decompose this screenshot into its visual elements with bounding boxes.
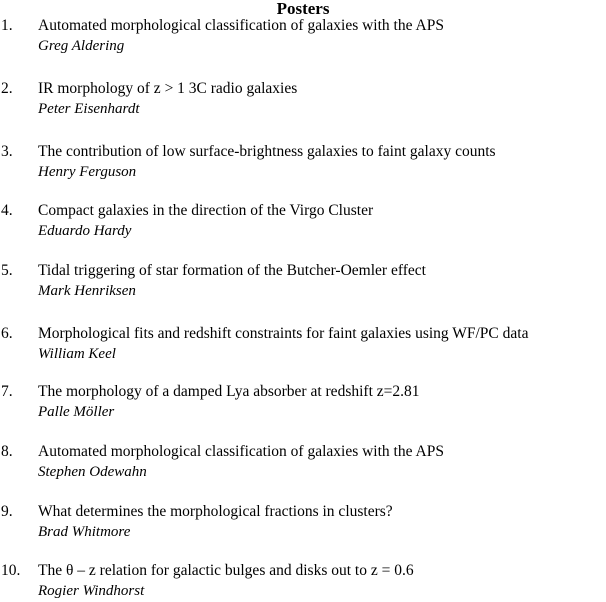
poster-author: Stephen Odewahn xyxy=(38,464,147,480)
poster-entry xyxy=(0,202,606,242)
poster-entry xyxy=(0,383,606,423)
poster-title: Tidal triggering of star formation of the Butcher-Oemler effect xyxy=(38,262,426,279)
poster-entry xyxy=(0,443,606,483)
poster-author: Henry Ferguson xyxy=(38,164,137,180)
poster-title: The morphology of a damped Lya absorber at redshift z=2.81 xyxy=(38,383,420,400)
poster-entry xyxy=(0,143,606,183)
poster-author: Eduardo Hardy xyxy=(38,223,132,239)
poster-author: Rogier Windhorst xyxy=(38,583,145,599)
poster-entry xyxy=(0,17,606,57)
poster-title: The contribution of low surface-brightness galaxies to faint galaxy counts xyxy=(38,143,496,160)
poster-entry xyxy=(0,562,606,602)
poster-title: The θ – z relation for galactic bulges and disks out to z = 0.6 xyxy=(38,562,414,579)
poster-number: 9. xyxy=(1,503,13,520)
poster-author: Brad Whitmore xyxy=(38,524,131,540)
poster-author: Palle Möller xyxy=(38,404,115,420)
poster-title: Compact galaxies in the direction of the Virgo Cluster xyxy=(38,202,374,219)
poster-number: 6. xyxy=(1,325,13,342)
poster-title: Automated morphological classification of galaxies with the APS xyxy=(38,17,444,34)
poster-number: 10. xyxy=(1,562,21,579)
poster-number: 5. xyxy=(1,262,13,279)
poster-number: 7. xyxy=(1,383,13,400)
poster-author: Peter Eisenhardt xyxy=(38,101,140,117)
poster-entry xyxy=(0,325,606,365)
page-title: Posters xyxy=(276,0,330,18)
poster-author: William Keel xyxy=(38,346,116,362)
poster-entry xyxy=(0,503,606,543)
poster-author: Mark Henriksen xyxy=(38,283,136,299)
poster-number: 8. xyxy=(1,443,13,460)
poster-number: 1. xyxy=(1,17,13,34)
poster-entry xyxy=(0,80,606,120)
poster-author: Greg Aldering xyxy=(38,38,125,54)
poster-entry xyxy=(0,262,606,302)
poster-title: Morphological fits and redshift constraints for faint galaxies using WF/PC data xyxy=(38,325,529,342)
poster-title: IR morphology of z > 1 3C radio galaxies xyxy=(38,80,298,97)
poster-number: 3. xyxy=(1,143,13,160)
poster-title: Automated morphological classification of galaxies with the APS xyxy=(38,443,444,460)
poster-number: 4. xyxy=(1,202,13,219)
poster-title: What determines the morphological fractions in clusters? xyxy=(38,503,393,520)
poster-number: 2. xyxy=(1,80,13,97)
